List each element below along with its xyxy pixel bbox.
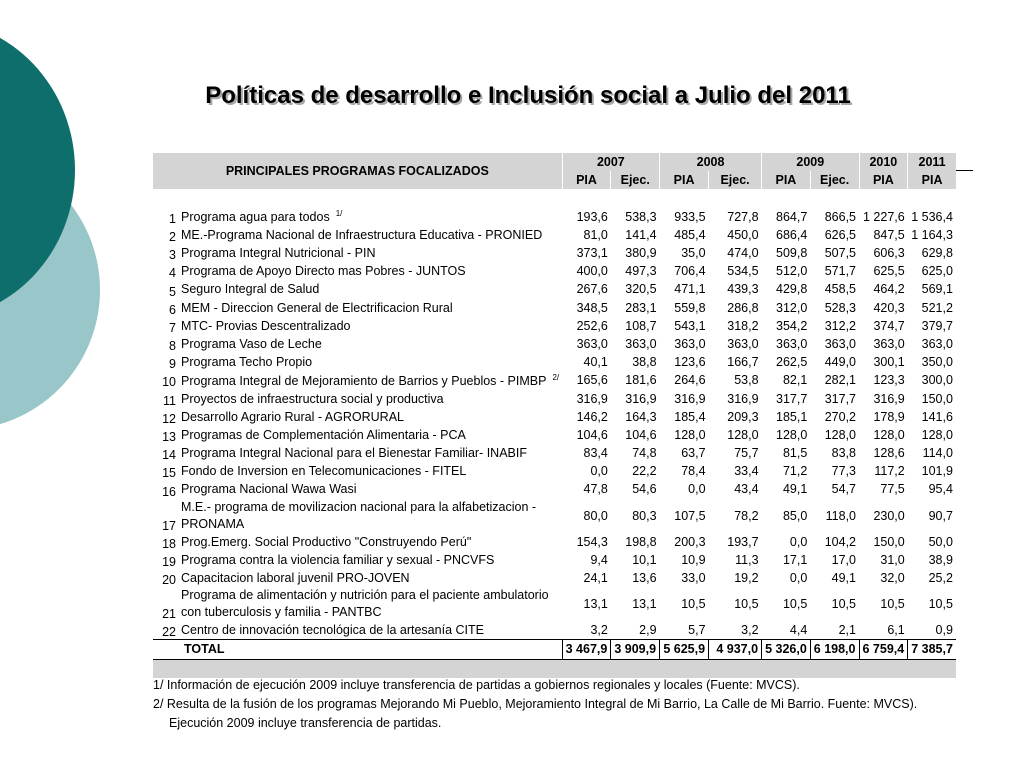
- program-name: [178, 408, 562, 426]
- row-number: 22: [162, 625, 176, 640]
- program-name-text: Programas de Complementación Alimentaria - PCA: [181, 427, 466, 442]
- value-cell: 847,5: [873, 227, 905, 242]
- value-cell: 485,4: [674, 227, 706, 242]
- value-cell: 538,3: [625, 209, 657, 224]
- program-name-text: Programa Vaso de Leche: [181, 336, 322, 351]
- value-cell: 63,7: [681, 446, 706, 461]
- table-row: [153, 280, 956, 298]
- value-cell: 363,0: [873, 336, 905, 351]
- value-cell: 350,0: [921, 355, 953, 370]
- value-cell: 458,5: [824, 282, 856, 297]
- year-header: 2007: [562, 153, 659, 171]
- program-name: [178, 244, 562, 262]
- value-cell: 83,8: [831, 446, 856, 461]
- program-name: [178, 317, 562, 335]
- value-cell: 78,4: [681, 464, 706, 479]
- subheader: Ejec.: [611, 171, 660, 189]
- subheader: Ejec.: [709, 171, 762, 189]
- value-cell: 10,9: [681, 552, 706, 567]
- program-name: [178, 499, 562, 533]
- value-cell: 128,0: [727, 427, 759, 442]
- footnote: 1/ Información de ejecución 2009 incluye transferencia de partidas a gobiernos regionales y locales (Fuente: MVCS).: [153, 678, 800, 692]
- value-cell: 283,1: [625, 300, 657, 315]
- value-cell: 31,0: [880, 552, 905, 567]
- row-number: 11: [163, 393, 176, 408]
- value-cell: 264,6: [674, 373, 706, 388]
- year-header: 2009: [762, 153, 859, 171]
- program-name: [178, 371, 562, 389]
- value-cell: 252,6: [576, 318, 608, 333]
- value-cell: 10,5: [880, 597, 905, 612]
- value-cell: 141,6: [921, 409, 953, 424]
- program-name: [178, 551, 562, 569]
- value-cell: 380,9: [625, 246, 657, 261]
- table-row: [153, 262, 956, 280]
- value-cell: 95,4: [928, 482, 953, 497]
- value-cell: 509,8: [776, 246, 808, 261]
- value-cell: 33,0: [681, 571, 706, 586]
- value-cell: 317,7: [824, 391, 856, 406]
- program-name: [178, 569, 562, 587]
- value-cell: 74,8: [632, 446, 657, 461]
- program-name-text: Centro de innovación tecnológica de la artesanía CITE: [181, 623, 484, 638]
- value-cell: 0,0: [789, 534, 808, 549]
- value-cell: 270,2: [824, 409, 856, 424]
- program-name-line: Programa de alimentación y nutrición para el paciente ambulatorio: [181, 588, 549, 603]
- table-row: [153, 408, 956, 426]
- value-cell: 81,0: [583, 227, 608, 242]
- value-cell: 114,0: [922, 446, 953, 461]
- program-name: [178, 299, 562, 317]
- value-cell: 123,6: [674, 355, 706, 370]
- value-cell: 312,0: [776, 300, 808, 315]
- subheader: PIA: [562, 171, 611, 189]
- value-cell: 17,1: [782, 552, 808, 567]
- value-cell: 379,7: [921, 318, 953, 333]
- row-number: 15: [162, 466, 176, 481]
- value-cell: 128,0: [873, 427, 905, 442]
- value-cell: 104,6: [625, 427, 657, 442]
- value-cell: 77,3: [831, 464, 856, 479]
- value-cell: 193,6: [576, 209, 608, 224]
- value-cell: 374,7: [873, 318, 905, 333]
- value-cell: 75,7: [734, 446, 759, 461]
- value-cell: 33,4: [734, 464, 759, 479]
- subheader: PIA: [762, 171, 811, 189]
- value-cell: 933,5: [674, 209, 706, 224]
- total-value: 5 625,9: [660, 640, 709, 659]
- value-cell: 354,2: [776, 318, 808, 333]
- value-cell: 193,7: [727, 534, 759, 549]
- value-cell: 512,0: [776, 264, 808, 279]
- value-cell: 24,1: [583, 571, 608, 586]
- subheader: PIA: [660, 171, 709, 189]
- slide-title: Políticas de desarrollo e Inclusión social a Julio del 2011: [205, 82, 851, 109]
- value-cell: 706,4: [674, 264, 706, 279]
- value-cell: 474,0: [727, 246, 759, 261]
- footnote: Ejecución 2009 incluye transferencia de partidas.: [169, 716, 442, 730]
- value-cell: 230,0: [873, 508, 905, 523]
- value-cell: 5,7: [688, 623, 706, 638]
- value-cell: 0,9: [935, 623, 953, 638]
- value-cell: 450,0: [727, 227, 759, 242]
- value-cell: 300,1: [873, 355, 905, 370]
- value-cell: 38,9: [928, 552, 953, 567]
- value-cell: 286,8: [727, 300, 759, 315]
- value-cell: 154,3: [576, 534, 608, 549]
- value-cell: 164,3: [625, 409, 657, 424]
- value-cell: 146,2: [576, 409, 608, 424]
- value-cell: 117,2: [874, 464, 905, 479]
- program-name-text: Programa Integral Nacional para el Bienestar Familiar- INABIF: [181, 446, 527, 461]
- program-name: [178, 533, 562, 551]
- value-cell: 625,0: [921, 264, 953, 279]
- value-cell: 83,4: [583, 446, 608, 461]
- program-name-text: Fondo de Inversion en Telecomunicaciones - FITEL: [181, 464, 467, 479]
- value-cell: 77,5: [880, 482, 905, 497]
- value-cell: 198,8: [625, 534, 657, 549]
- footnote-ref: 1/: [335, 209, 343, 219]
- value-cell: 571,7: [824, 264, 856, 279]
- value-cell: 348,5: [576, 300, 608, 315]
- value-cell: 316,9: [625, 391, 657, 406]
- subheader: Ejec.: [810, 171, 859, 189]
- value-cell: 40,1: [583, 355, 608, 370]
- value-cell: 128,0: [776, 427, 808, 442]
- value-cell: 262,5: [776, 355, 808, 370]
- value-cell: 200,3: [674, 534, 706, 549]
- value-cell: 449,0: [824, 355, 856, 370]
- value-cell: 528,3: [824, 300, 856, 315]
- value-cell: 47,8: [583, 482, 608, 497]
- value-cell: 82,1: [782, 373, 808, 388]
- row-number: 21: [162, 607, 176, 622]
- value-cell: 363,0: [824, 336, 856, 351]
- value-cell: 54,6: [632, 482, 657, 497]
- value-cell: 0,0: [688, 482, 706, 497]
- value-cell: 363,0: [727, 336, 759, 351]
- value-cell: 104,6: [576, 427, 608, 442]
- value-cell: 0,0: [590, 464, 608, 479]
- row-number: 5: [169, 284, 176, 299]
- table-row: [153, 208, 956, 226]
- value-cell: 363,0: [776, 336, 808, 351]
- value-cell: 85,0: [782, 508, 808, 523]
- value-cell: 497,3: [625, 264, 657, 279]
- value-cell: 320,5: [625, 282, 657, 297]
- total-value: 4 937,0: [709, 640, 762, 659]
- value-cell: 181,6: [625, 373, 657, 388]
- program-name: [178, 262, 562, 280]
- table-row: [153, 226, 956, 244]
- value-cell: 10,5: [734, 597, 759, 612]
- value-cell: 185,1: [776, 409, 808, 424]
- value-cell: 534,5: [727, 264, 759, 279]
- program-name-text: Programa Integral Nutricional - PIN: [181, 246, 376, 261]
- table-row: [153, 299, 956, 317]
- value-cell: 123,3: [873, 373, 905, 388]
- total-label: TOTAL: [178, 640, 562, 659]
- program-name-text: ME.-Programa Nacional de Infraestructura Educativa - PRONIED: [181, 227, 543, 242]
- value-cell: 1 164,3: [911, 227, 953, 242]
- value-cell: 128,6: [873, 446, 905, 461]
- value-cell: 17,0: [831, 552, 856, 567]
- value-cell: 625,5: [873, 264, 905, 279]
- value-cell: 521,2: [921, 300, 953, 315]
- program-name-line: con tuberculosis y familia - PANTBC: [181, 605, 382, 620]
- value-cell: 1 536,4: [911, 209, 953, 224]
- header-label: PRINCIPALES PROGRAMAS FOCALIZADOS: [225, 164, 489, 179]
- value-cell: 363,0: [625, 336, 657, 351]
- table-row: [153, 462, 956, 480]
- program-name-text: Programa Integral de Mejoramiento de Barrios y Pueblos - PIMBP: [181, 373, 547, 388]
- value-cell: 80,3: [632, 508, 657, 523]
- value-cell: 316,9: [576, 391, 608, 406]
- value-cell: 2,9: [639, 623, 657, 638]
- row-number: 9: [169, 357, 176, 372]
- table-row: [153, 499, 956, 533]
- row-number: 13: [162, 430, 176, 444]
- program-name-text: Programa contra la violencia familiar y sexual - PNCVFS: [181, 552, 495, 567]
- value-cell: 1 227,6: [863, 209, 905, 224]
- program-name: [178, 621, 562, 640]
- value-cell: 49,1: [831, 571, 856, 586]
- program-name: [178, 389, 562, 407]
- value-cell: 81,5: [782, 446, 808, 461]
- program-name-line: PRONAMA: [181, 516, 245, 531]
- row-number: 16: [162, 484, 176, 499]
- value-cell: 10,5: [782, 597, 808, 612]
- total-value: 6 759,4: [859, 640, 908, 659]
- year-header: 2008: [660, 153, 762, 171]
- value-cell: 35,0: [681, 246, 706, 261]
- table-row: [153, 244, 956, 262]
- value-cell: 316,9: [674, 391, 706, 406]
- total-row: [153, 640, 956, 659]
- value-cell: 626,5: [824, 227, 856, 242]
- table-row: [153, 587, 956, 621]
- value-cell: 185,4: [674, 409, 706, 424]
- value-cell: 316,9: [727, 391, 759, 406]
- value-cell: 128,0: [674, 427, 706, 442]
- value-cell: 166,7: [727, 355, 759, 370]
- row-number: 7: [169, 320, 176, 335]
- row-number: 14: [162, 448, 176, 463]
- row-number: 8: [169, 339, 176, 354]
- total-value: 5 326,0: [762, 640, 811, 659]
- value-cell: 10,5: [928, 597, 953, 612]
- value-cell: 10,5: [681, 597, 706, 612]
- program-name: [178, 426, 562, 444]
- table-row: [153, 444, 956, 462]
- program-name-line: M.E.- programa de movilizacion nacional para la alfabetizacion -: [181, 499, 537, 514]
- value-cell: 727,8: [727, 209, 759, 224]
- value-cell: 118,0: [825, 508, 856, 523]
- table-row: [153, 621, 956, 640]
- row-number: 6: [169, 302, 176, 317]
- value-cell: 3,2: [741, 623, 759, 638]
- value-cell: 363,0: [921, 336, 953, 351]
- program-name: [178, 444, 562, 462]
- program-name: [178, 335, 562, 353]
- total-value: 6 198,0: [810, 640, 859, 659]
- program-name: [178, 208, 562, 226]
- footnote-ref: 2/: [552, 372, 560, 382]
- value-cell: 32,0: [880, 571, 905, 586]
- row-number: 3: [169, 248, 176, 263]
- value-cell: 19,2: [734, 571, 759, 586]
- value-cell: 178,9: [873, 409, 905, 424]
- value-cell: 101,9: [921, 464, 953, 479]
- value-cell: 686,4: [776, 227, 808, 242]
- total-value: 3 467,9: [562, 640, 611, 659]
- value-cell: 312,2: [824, 318, 856, 333]
- table-row: [153, 335, 956, 353]
- value-cell: 209,3: [727, 409, 759, 424]
- value-cell: 2,1: [838, 623, 856, 638]
- table-row: [153, 569, 956, 587]
- program-name: [178, 226, 562, 244]
- footnote: 2/ Resulta de la fusión de los programas Mejorando Mi Pueblo, Mejoramiento Integral de Mi Barrio, La Calle de Mi Barrio. Fuente: MVCS).: [153, 697, 918, 711]
- row-number: 2: [169, 229, 176, 244]
- program-name-text: Programa Techo Propio: [181, 355, 313, 370]
- value-cell: 141,4: [625, 227, 657, 242]
- program-name-text: Prog.Emerg. Social Productivo "Construyendo Perú": [181, 534, 472, 549]
- subheader: PIA: [908, 171, 956, 189]
- footnotes: [153, 676, 917, 733]
- value-cell: 150,0: [873, 534, 905, 549]
- row-number: 19: [162, 554, 176, 569]
- value-cell: 0,0: [789, 571, 808, 586]
- value-cell: 50,0: [928, 534, 953, 549]
- value-cell: 165,6: [576, 373, 608, 388]
- program-name: [178, 462, 562, 480]
- value-cell: 49,1: [782, 482, 808, 497]
- value-cell: 71,2: [782, 464, 808, 479]
- value-cell: 80,0: [583, 508, 608, 523]
- value-cell: 3,2: [590, 623, 608, 638]
- value-cell: 25,2: [928, 571, 953, 586]
- table-row: [153, 371, 956, 389]
- program-name-text: MTC- Provias Descentralizado: [181, 318, 351, 333]
- program-name: [178, 280, 562, 298]
- program-name: [178, 353, 562, 371]
- value-cell: 107,5: [674, 508, 706, 523]
- value-cell: 10,1: [632, 552, 657, 567]
- value-cell: 10,5: [831, 597, 856, 612]
- value-cell: 78,2: [734, 508, 759, 523]
- value-cell: 318,2: [727, 318, 759, 333]
- value-cell: 606,3: [873, 246, 905, 261]
- program-name-text: MEM - Direccion General de Electrificacion Rural: [181, 300, 453, 315]
- program-name-text: Capacitacion laboral juvenil PRO-JOVEN: [181, 571, 410, 586]
- value-cell: 420,3: [873, 300, 905, 315]
- row-number: 1: [169, 211, 176, 226]
- value-cell: 464,2: [873, 282, 905, 297]
- value-cell: 429,8: [776, 282, 808, 297]
- value-cell: 866,5: [824, 209, 856, 224]
- program-name: [178, 587, 562, 621]
- value-cell: 13,1: [583, 597, 608, 612]
- value-cell: 128,0: [824, 427, 856, 442]
- program-name-text: Programa agua para todos: [181, 210, 330, 225]
- table-row: [153, 533, 956, 551]
- row-number: 12: [162, 411, 176, 426]
- value-cell: 267,6: [576, 282, 608, 297]
- year-header: 2011: [908, 153, 956, 171]
- value-cell: 9,4: [590, 552, 608, 567]
- value-cell: 128,0: [921, 427, 953, 442]
- table-row: [153, 389, 956, 407]
- value-cell: 363,0: [674, 336, 706, 351]
- program-name-text: Seguro Integral de Salud: [181, 282, 320, 297]
- value-cell: 104,2: [824, 534, 856, 549]
- value-cell: 471,1: [674, 282, 706, 297]
- row-number: 4: [169, 266, 176, 281]
- value-cell: 317,7: [776, 391, 808, 406]
- value-cell: 108,7: [625, 318, 657, 333]
- value-cell: 569,1: [921, 282, 953, 297]
- programs-table: [153, 153, 956, 678]
- program-name: [178, 480, 562, 498]
- row-number: 20: [162, 573, 176, 588]
- value-cell: 43,4: [734, 482, 759, 497]
- value-cell: 11,3: [735, 552, 759, 567]
- program-name-text: Programa Nacional Wawa Wasi: [181, 482, 357, 497]
- total-value: 7 385,7: [908, 640, 956, 659]
- table-row: [153, 480, 956, 498]
- value-cell: 90,7: [928, 508, 953, 523]
- value-cell: 22,2: [632, 464, 657, 479]
- program-name-text: Proyectos de infraestructura social y productiva: [181, 391, 444, 406]
- value-cell: 373,1: [576, 246, 608, 261]
- value-cell: 6,1: [887, 623, 905, 638]
- value-cell: 439,3: [727, 282, 759, 297]
- year-header: 2010: [859, 153, 908, 171]
- subheader: PIA: [859, 171, 908, 189]
- value-cell: 507,5: [824, 246, 856, 261]
- value-cell: 53,8: [734, 373, 759, 388]
- value-cell: 13,1: [632, 597, 657, 612]
- row-number: 18: [162, 536, 176, 551]
- program-name-text: Programa de Apoyo Directo mas Pobres - JUNTOS: [181, 264, 466, 279]
- value-cell: 864,7: [776, 209, 808, 224]
- row-number: 10: [162, 375, 176, 390]
- value-cell: 38,8: [632, 355, 657, 370]
- value-cell: 4,4: [789, 623, 808, 638]
- program-name-text: Desarrollo Agrario Rural - AGRORURAL: [181, 409, 404, 424]
- table-row: [153, 551, 956, 569]
- value-cell: 543,1: [674, 318, 706, 333]
- table-row: [153, 353, 956, 371]
- value-cell: 13,6: [632, 571, 657, 586]
- value-cell: 300,0: [921, 373, 953, 388]
- table-row: [153, 317, 956, 335]
- value-cell: 559,8: [674, 300, 706, 315]
- value-cell: 363,0: [576, 336, 608, 351]
- value-cell: 282,1: [824, 373, 856, 388]
- value-cell: 150,0: [921, 391, 953, 406]
- row-number: 17: [162, 518, 176, 533]
- value-cell: 400,0: [576, 264, 608, 279]
- total-value: 3 909,9: [611, 640, 660, 659]
- value-cell: 54,7: [831, 482, 856, 497]
- value-cell: 629,8: [921, 246, 953, 261]
- value-cell: 316,9: [873, 391, 905, 406]
- table-body: [153, 189, 956, 677]
- table-row: [153, 426, 956, 444]
